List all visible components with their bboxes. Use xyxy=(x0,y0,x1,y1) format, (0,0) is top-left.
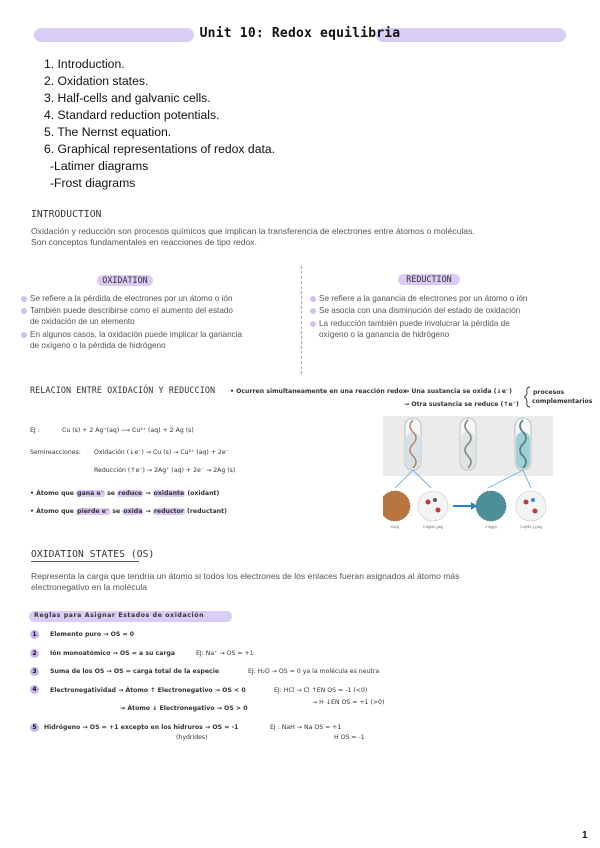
rule-1: Elemento puro → OS = 0 xyxy=(50,631,135,638)
rule-4a: Electronegatividad → Átomo ↑ Electronegativo → OS < 0 xyxy=(50,687,246,694)
introduction-text-2: Son conceptos fundamentales en reacciones de tipo redox. xyxy=(31,237,257,247)
introduction-heading: INTRODUCTION xyxy=(31,209,102,220)
relation-occur: • Ocurren simultaneamente en una reacción redox xyxy=(230,388,407,395)
rule-number: 2 xyxy=(30,649,39,658)
oxidation-states-heading: OXIDATION STATES (OS) xyxy=(31,549,155,560)
reduction-label: REDUCTION xyxy=(398,274,460,285)
page-title: Unit 10: Redox equilibria xyxy=(199,26,401,41)
oxidation-bullet-2-cont: de oxidación de un elemento xyxy=(30,317,135,326)
rule-5-example-2: H OS = -1 xyxy=(334,734,365,741)
rule-5-example-1: EJ : NaH → Na OS = +1 xyxy=(270,724,342,731)
brace-icon xyxy=(524,386,532,408)
oxidation-bullet-1: Se refiere a la pérdida de electrones por un átomo o ión xyxy=(30,294,233,304)
rule-5-sub: (hydrides) xyxy=(176,734,208,741)
gains-electrons-rule: • Átomo que gana e⁻ se reduce → oxidante (oxidant) xyxy=(30,490,220,497)
test-tube-icon xyxy=(515,418,531,470)
toc-item: 4. Standard reduction potentials. xyxy=(44,108,220,122)
rule-number: 1 xyxy=(30,630,39,639)
column-divider xyxy=(301,266,302,374)
rule-2: Ión monoatómico → OS = a su carga xyxy=(50,650,176,657)
rule-5: Hidrógeno → OS = +1 excepto en los hidruros → OS = -1 xyxy=(44,724,239,731)
rule-number: 4 xyxy=(30,685,39,694)
copper-silver-reaction-figure xyxy=(383,416,553,531)
rule-4-example-1: EJ: HCl → Cl ↑EN OS = -1 (<0) xyxy=(274,687,368,694)
reduction-bullet-3-cont: oxígeno o la ganancia de hidrógeno xyxy=(319,330,450,339)
brace-label-a: procesos xyxy=(533,389,565,396)
toc-item: 3. Half-cells and galvanic cells. xyxy=(44,91,211,105)
toc-item: -Latimer diagrams xyxy=(50,159,149,173)
relation-oxidizes: → Una sustancia se oxida (↓e⁻) xyxy=(404,388,512,395)
semireaction-oxidation: Oxidación (↓e⁻) → Cu (s) → Cu²⁺ (aq) + 2e⁻ xyxy=(94,449,229,456)
oxidation-states-text-1: Representa la carga que tendría un átomo si todos los electrones de los enlaces fueran asignados al átomo más xyxy=(31,571,460,581)
toc-item: 1. Introduction. xyxy=(44,57,125,71)
semireaction-reduction: Reducción (↑e⁻) → 2Ag⁺ (aq) + 2e⁻ → 2Ag (s) xyxy=(94,467,236,474)
example-label: EJ : xyxy=(30,427,40,434)
relation-reduces: → Otra sustancia se reduce (↑e⁻) xyxy=(404,401,519,408)
test-tube-icon xyxy=(460,418,476,470)
brace-label-b: complementarios xyxy=(532,398,593,405)
rule-number: 5 xyxy=(30,723,39,732)
toc-item: 6. Graphical representations of redox data. xyxy=(44,142,276,156)
figure-caption-2: 2 AgNO₃(aq) xyxy=(422,525,444,529)
oxidation-states-heading-underline xyxy=(31,561,139,562)
toc-item: 5. The Nernst equation. xyxy=(44,125,172,139)
loses-electrons-rule: • Átomo que pierde e⁻ se oxida → reductor (reductant) xyxy=(30,508,227,515)
reduction-bullet-1: Se refiere a la ganancia de electrones por un átomo o ión xyxy=(319,294,527,304)
toc-item: -Frost diagrams xyxy=(50,176,136,190)
rule-number: 3 xyxy=(30,667,39,676)
reduction-bullet-2: Se asocia con una disminución del estado de oxidación xyxy=(319,306,520,316)
figure-caption-4: Cu(NO₃)₂(aq) xyxy=(520,525,542,529)
rule-2-example: EJ: Na⁺ → OS = +1 xyxy=(196,650,254,657)
page-number: 1 xyxy=(582,830,588,841)
relation-heading: RELACION ENTRE OXIDACIÓN Y REDUCCION xyxy=(30,385,216,395)
rule-3: Suma de los OS → OS = carga total de la especie xyxy=(50,668,220,675)
rule-3-example: EJ: H₂O → OS = 0 ya la molécula es neutra xyxy=(248,668,380,675)
toc-item: 2. Oxidation states. xyxy=(44,74,149,88)
table-of-contents xyxy=(44,56,275,192)
semireactions-label: Semireacciones: xyxy=(30,449,81,456)
oxidation-bullet-3-cont: de oxígeno o la pérdida de hidrógeno xyxy=(30,341,166,350)
test-tube-icon xyxy=(405,418,421,470)
rule-4-example-2: → H ↓EN OS = +1 (>0) xyxy=(312,699,385,706)
oxidation-label: OXIDATION xyxy=(97,275,153,286)
figure-caption-1: Cu(s) xyxy=(390,525,400,529)
oxidation-bullet-2: También puede describirse como el aumento del estado xyxy=(30,306,233,316)
example-equation: Cu (s) + 2 Ag⁺(aq) ⟶ Cu²⁺ (aq) + 2 Ag (s) xyxy=(62,427,194,434)
rules-title: Reglas para Asignar Estados de oxidación xyxy=(34,612,205,619)
oxidation-states-text-2: electronegativo en la molécula xyxy=(31,582,148,592)
introduction-text-1: Oxidación y reducción son procesos químicos que implican la transferencia de electrones entre átomos o moléculas. xyxy=(31,226,475,236)
oxidation-bullet-3: En algunos casos, la oxidación puede implicar la ganancia xyxy=(30,330,242,340)
rule-4b: → Átomo ↓ Electronegativo → OS > 0 xyxy=(120,705,248,712)
reduction-bullet-3: La reducción también puede involucrar la pérdida de xyxy=(319,319,510,329)
figure-caption-3: 2 Ag(s) xyxy=(485,525,497,529)
